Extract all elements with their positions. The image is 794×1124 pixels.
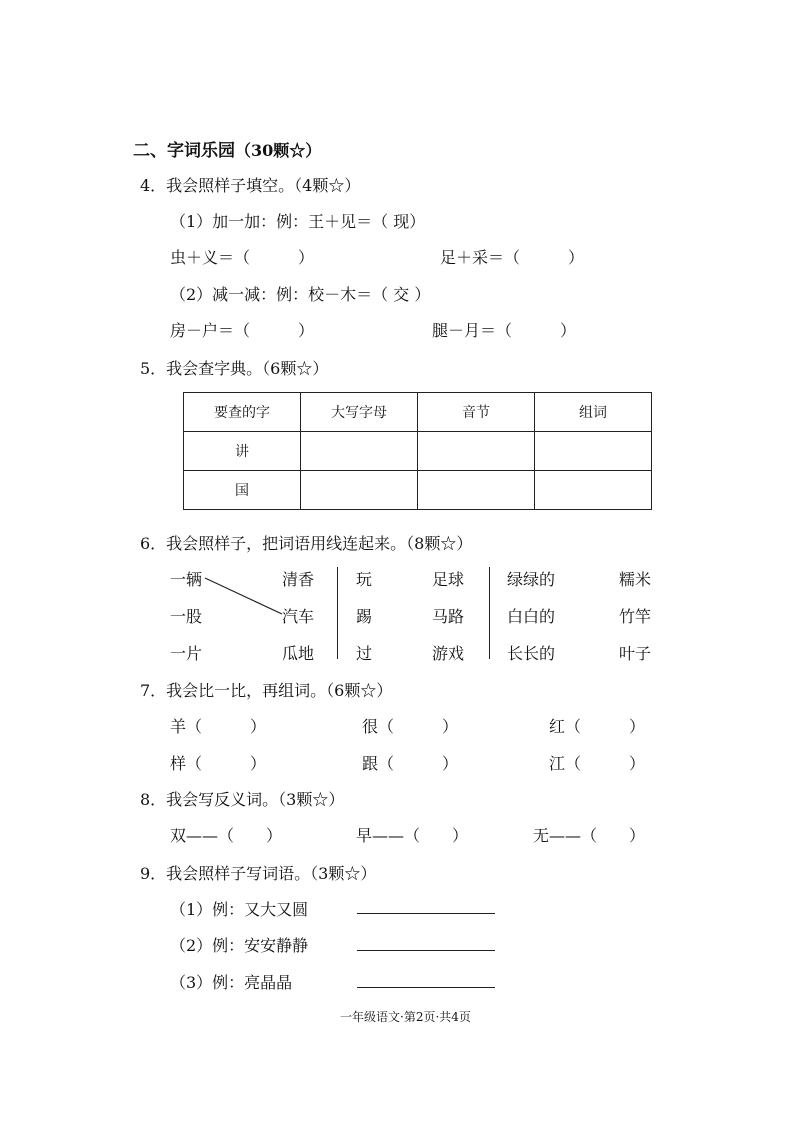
g1-right-1: 清香 [282, 570, 315, 589]
g2-left-3: 过 [356, 644, 373, 663]
g3-left-2: 白白的 [507, 607, 556, 626]
q7-r2-3: 江（ ） [549, 754, 646, 773]
q8-item-3: 无——（ ） [533, 826, 646, 845]
q8-item-1: 双——（ ） [170, 826, 283, 845]
q9-title: 9．我会照样子写词语。（3颗☆） [140, 864, 377, 883]
group-divider-2 [489, 567, 490, 659]
q4-part2-a: 房－户＝（ ） [170, 321, 315, 340]
table-header-cell: 音节 [418, 393, 535, 432]
g1-left-1: 一辆 [170, 570, 203, 589]
g2-left-2: 踢 [356, 607, 373, 626]
table-header-cell: 大写字母 [301, 393, 418, 432]
q7-r1-1: 羊（ ） [170, 717, 267, 736]
q4-part1-label: （1）加一加：例：王＋见＝（ 现） [170, 212, 426, 231]
g2-left-1: 玩 [356, 570, 373, 589]
g3-left-1: 绿绿的 [507, 570, 556, 589]
table-header-cell: 要查的字 [184, 393, 301, 432]
table-cell-char: 讲 [184, 432, 301, 471]
q5-title: 5．我会查字典。（6颗☆） [140, 359, 329, 378]
g1-right-3: 瓜地 [282, 644, 315, 663]
q7-r1-3: 红（ ） [549, 717, 646, 736]
g2-right-2: 马路 [432, 607, 465, 626]
q9-answer-line-2[interactable] [357, 950, 495, 951]
table-cell-char: 国 [184, 471, 301, 510]
section-title-text: 二、字词乐园 [133, 141, 235, 161]
g1-right-2: 汽车 [282, 607, 315, 626]
g2-right-3: 游戏 [432, 644, 465, 663]
page-footer: 一年级语文·第2页·共4页 [340, 1010, 471, 1024]
q8-title: 8．我会写反义词。（3颗☆） [140, 790, 345, 809]
q7-r2-2: 跟（ ） [362, 754, 459, 773]
q4-part1-b: 足＋采＝（ ） [440, 248, 585, 267]
q9-item-1: （1）例：又大又圆 [170, 900, 309, 919]
g1-left-2: 一股 [170, 607, 203, 626]
q7-title: 7．我会比一比，再组词。（6颗☆） [140, 681, 393, 700]
q4-title: 4．我会照样子填空。（4颗☆） [140, 176, 361, 195]
q7-r1-2: 很（ ） [362, 717, 459, 736]
q9-item-2: （2）例：安安静静 [170, 936, 309, 955]
q9-item-3: （3）例：亮晶晶 [170, 973, 293, 992]
q9-answer-line-3[interactable] [357, 987, 495, 988]
g3-right-2: 竹竿 [619, 607, 652, 626]
q7-r2-1: 样（ ） [170, 754, 267, 773]
g3-right-1: 糯米 [619, 570, 652, 589]
section-score: （30颗☆） [235, 141, 322, 160]
q4-part2-b: 腿－月＝（ ） [432, 321, 577, 340]
q4-part1-a: 虫＋义＝（ ） [170, 248, 315, 267]
q4-part2-label: （2）减一减：例：校－木＝（ 交 ） [170, 285, 431, 304]
table-header-cell: 组词 [535, 393, 652, 432]
q6-title: 6．我会照样子，把词语用线连起来。（8颗☆） [140, 534, 473, 553]
g3-left-3: 长长的 [507, 644, 556, 663]
g2-right-1: 足球 [432, 570, 465, 589]
group-divider-1 [337, 567, 338, 659]
q8-item-2: 早——（ ） [356, 826, 469, 845]
q9-answer-line-1[interactable] [357, 913, 495, 914]
g1-left-3: 一片 [170, 644, 203, 663]
g3-right-3: 叶子 [619, 644, 652, 663]
